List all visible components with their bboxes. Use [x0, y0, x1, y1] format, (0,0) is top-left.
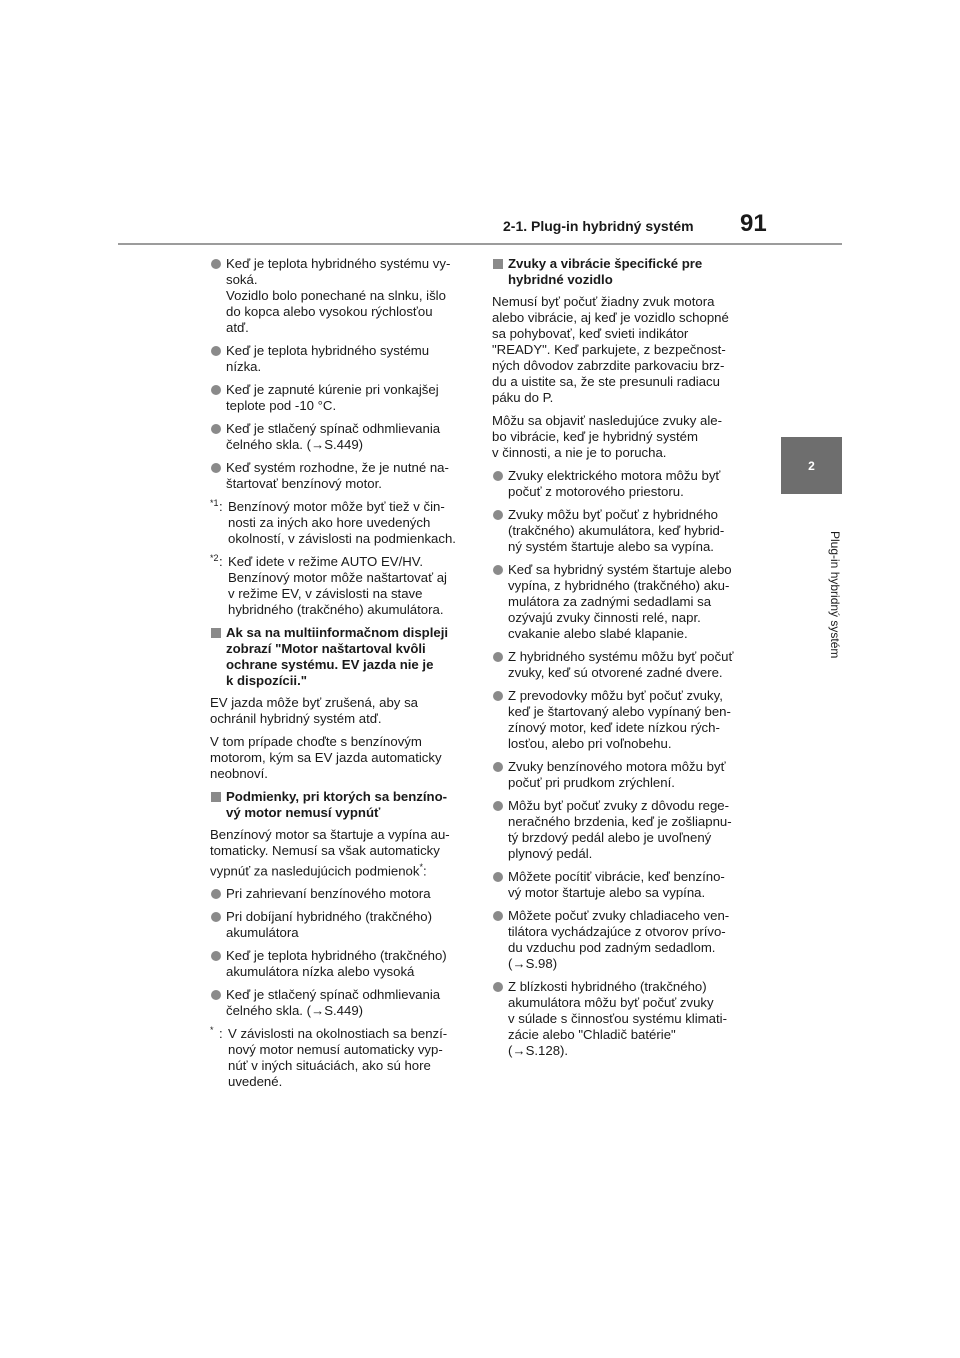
- heading-square-icon: [211, 628, 221, 638]
- bullet-icon: [493, 911, 503, 921]
- bullet-icon: [211, 424, 221, 434]
- chapter-number: 2: [808, 458, 815, 473]
- bullet-icon: [211, 385, 221, 395]
- list-item: Keď je zapnuté kúrenie pri vonkajšej teplote pod -10 °C.: [210, 382, 466, 414]
- footnote: *1 : Benzínový motor môže byť tiež v čin- nosti za iných ako hore uvedených okolností, v závislosti na podmienkach.: [210, 498, 456, 546]
- section-title: 2-1. Plug-in hybridný systém: [503, 218, 694, 234]
- list-item: Keď je stlačený spínač odhmlievania čelného skla. (→S.449): [210, 987, 466, 1019]
- list-item: Pri dobíjaní hybridného (trakčného) akumulátora: [210, 909, 466, 941]
- chapter-tab: [781, 437, 842, 494]
- bullet-icon: [493, 872, 503, 882]
- page-number: 91: [740, 210, 767, 237]
- bullet-icon: [211, 951, 221, 961]
- paragraph: EV jazda môže byť zrušená, aby sa ochránil hybridný systém atď.: [210, 695, 418, 726]
- paragraph: Nemusí byť počuť žiadny zvuk motora alebo vibrácie, aj keď je vozidlo schopné sa pohybovať, keď svieti indikátor "READY". Keď parkujete, z bezpečnost- ných dôvodov zabrzdite parkovaciu brz- du a uistite sa, že ste presunuli radiacu páku do P.: [492, 294, 729, 405]
- footnote: *2 : Keď idete v režime AUTO EV/HV. Benzínový motor môže naštartovať aj v režime EV, v závislosti na stave hybridného (trakčného) akumulátora.: [210, 553, 447, 617]
- heading-square-icon: [493, 259, 503, 269]
- right-column: [492, 256, 748, 1066]
- list-item: Zvuky elektrického motora môžu byť počuť z motorového priestoru.: [492, 468, 748, 500]
- bullet-icon: [211, 912, 221, 922]
- bullet-icon: [211, 259, 221, 269]
- paragraph: Môžu sa objaviť nasledujúce zvuky ale- bo vibrácie, keď je hybridný systém v činnosti, a nie je to porucha.: [492, 413, 722, 460]
- list-item: Keď systém rozhodne, že je nutné na- štartovať benzínový motor.: [210, 460, 466, 492]
- list-item: Pri zahrievaní benzínového motora: [210, 886, 466, 902]
- bullet-icon: [493, 652, 503, 662]
- bullet-icon: [211, 889, 221, 899]
- bullet-icon: [211, 346, 221, 356]
- bullet-icon: [493, 982, 503, 992]
- chapter-label: Plug-in hybridný systém: [828, 531, 842, 659]
- bullet-icon: [493, 565, 503, 575]
- list-item: Keď je stlačený spínač odhmlievania čelného skla. (→S.449): [210, 421, 466, 453]
- left-column: [210, 256, 466, 1097]
- list-item: Môžete pocítiť vibrácie, keď benzíno- vý motor štartuje alebo sa vypína.: [492, 869, 748, 901]
- list-item: Z blízkosti hybridného (trakčného) akumulátora môžu byť počuť zvuky v súlade s činnosťou systému klimati- zácie alebo "Chladič batérie" (→S.128).: [492, 979, 748, 1059]
- list-item: Z hybridného systému môžu byť počuť zvuky, keď sú otvorené zadné dvere.: [492, 649, 748, 681]
- list-item: Môžete počuť zvuky chladiaceho ven- tilátora vychádzajúce z otvorov prívo- du vzduchu pod zadným sedadlom. (→S.98): [492, 908, 748, 972]
- paragraph: V tom prípade choďte s benzínovým motorom, kým sa EV jazda automaticky neobnoví.: [210, 734, 442, 781]
- list-item: Zvuky benzínového motora môžu byť počuť pri prudkom zrýchlení.: [492, 759, 748, 791]
- list-item: Môžu byť počuť zvuky z dôvodu rege- neračného brzdenia, keď je zošliapnu- tý brzdový pedál alebo je uvoľnený plynový pedál.: [492, 798, 748, 862]
- bullet-icon: [493, 801, 503, 811]
- list-item: Keď sa hybridný systém štartuje alebo vypína, z hybridného (trakčného) aku- mulátora za zadnými sedadlami sa ozývajú zvuky činnosti relé, napr. cvakanie alebo slabé klapanie.: [492, 562, 748, 642]
- bullet-icon: [493, 471, 503, 481]
- list-item: Keď je teplota hybridného systému vy- soká. Vozidlo bolo ponechané na slnku, išlo do kopca alebo vysokou rýchlosťou atď.: [210, 256, 466, 336]
- list-item: Keď je teplota hybridného (trakčného) akumulátora nízka alebo vysoká: [210, 948, 466, 980]
- bullet-icon: [493, 510, 503, 520]
- footnote: * : V závislosti na okolnostiach sa benzí- nový motor nemusí automaticky vyp- núť v iných situáciách, ako sú hore uvedené.: [210, 1025, 448, 1090]
- section-heading: Zvuky a vibrácie špecifické pre hybridné vozidlo: [492, 256, 748, 288]
- bullet-icon: [211, 990, 221, 1000]
- list-item: Zvuky môžu byť počuť z hybridného (trakčného) akumulátora, keď hybrid- ný systém štartuje alebo sa vypína.: [492, 507, 748, 555]
- bullet-icon: [493, 691, 503, 701]
- bullet-icon: [211, 463, 221, 473]
- paragraph: Benzínový motor sa štartuje a vypína au- tomaticky. Nemusí sa však automaticky vypnúť za nasledujúcich podmienok*:: [210, 827, 450, 879]
- section-heading: Ak sa na multiinformačnom displeji zobrazí "Motor naštartoval kvôli ochrane systému. EV jazda nie je k dispozícii.": [210, 625, 466, 689]
- list-item: Z prevodovky môžu byť počuť zvuky, keď je štartovaný alebo vypínaný ben- zínový motor, keď idete nízkou rých- losťou, alebo pri voľnobehu.: [492, 688, 748, 752]
- heading-square-icon: [211, 792, 221, 802]
- section-heading: Podmienky, pri ktorých sa benzíno- vý motor nemusí vypnúť: [210, 789, 466, 821]
- list-item: Keď je teplota hybridného systému nízka.: [210, 343, 466, 375]
- bullet-icon: [493, 762, 503, 772]
- header-divider: [118, 243, 842, 245]
